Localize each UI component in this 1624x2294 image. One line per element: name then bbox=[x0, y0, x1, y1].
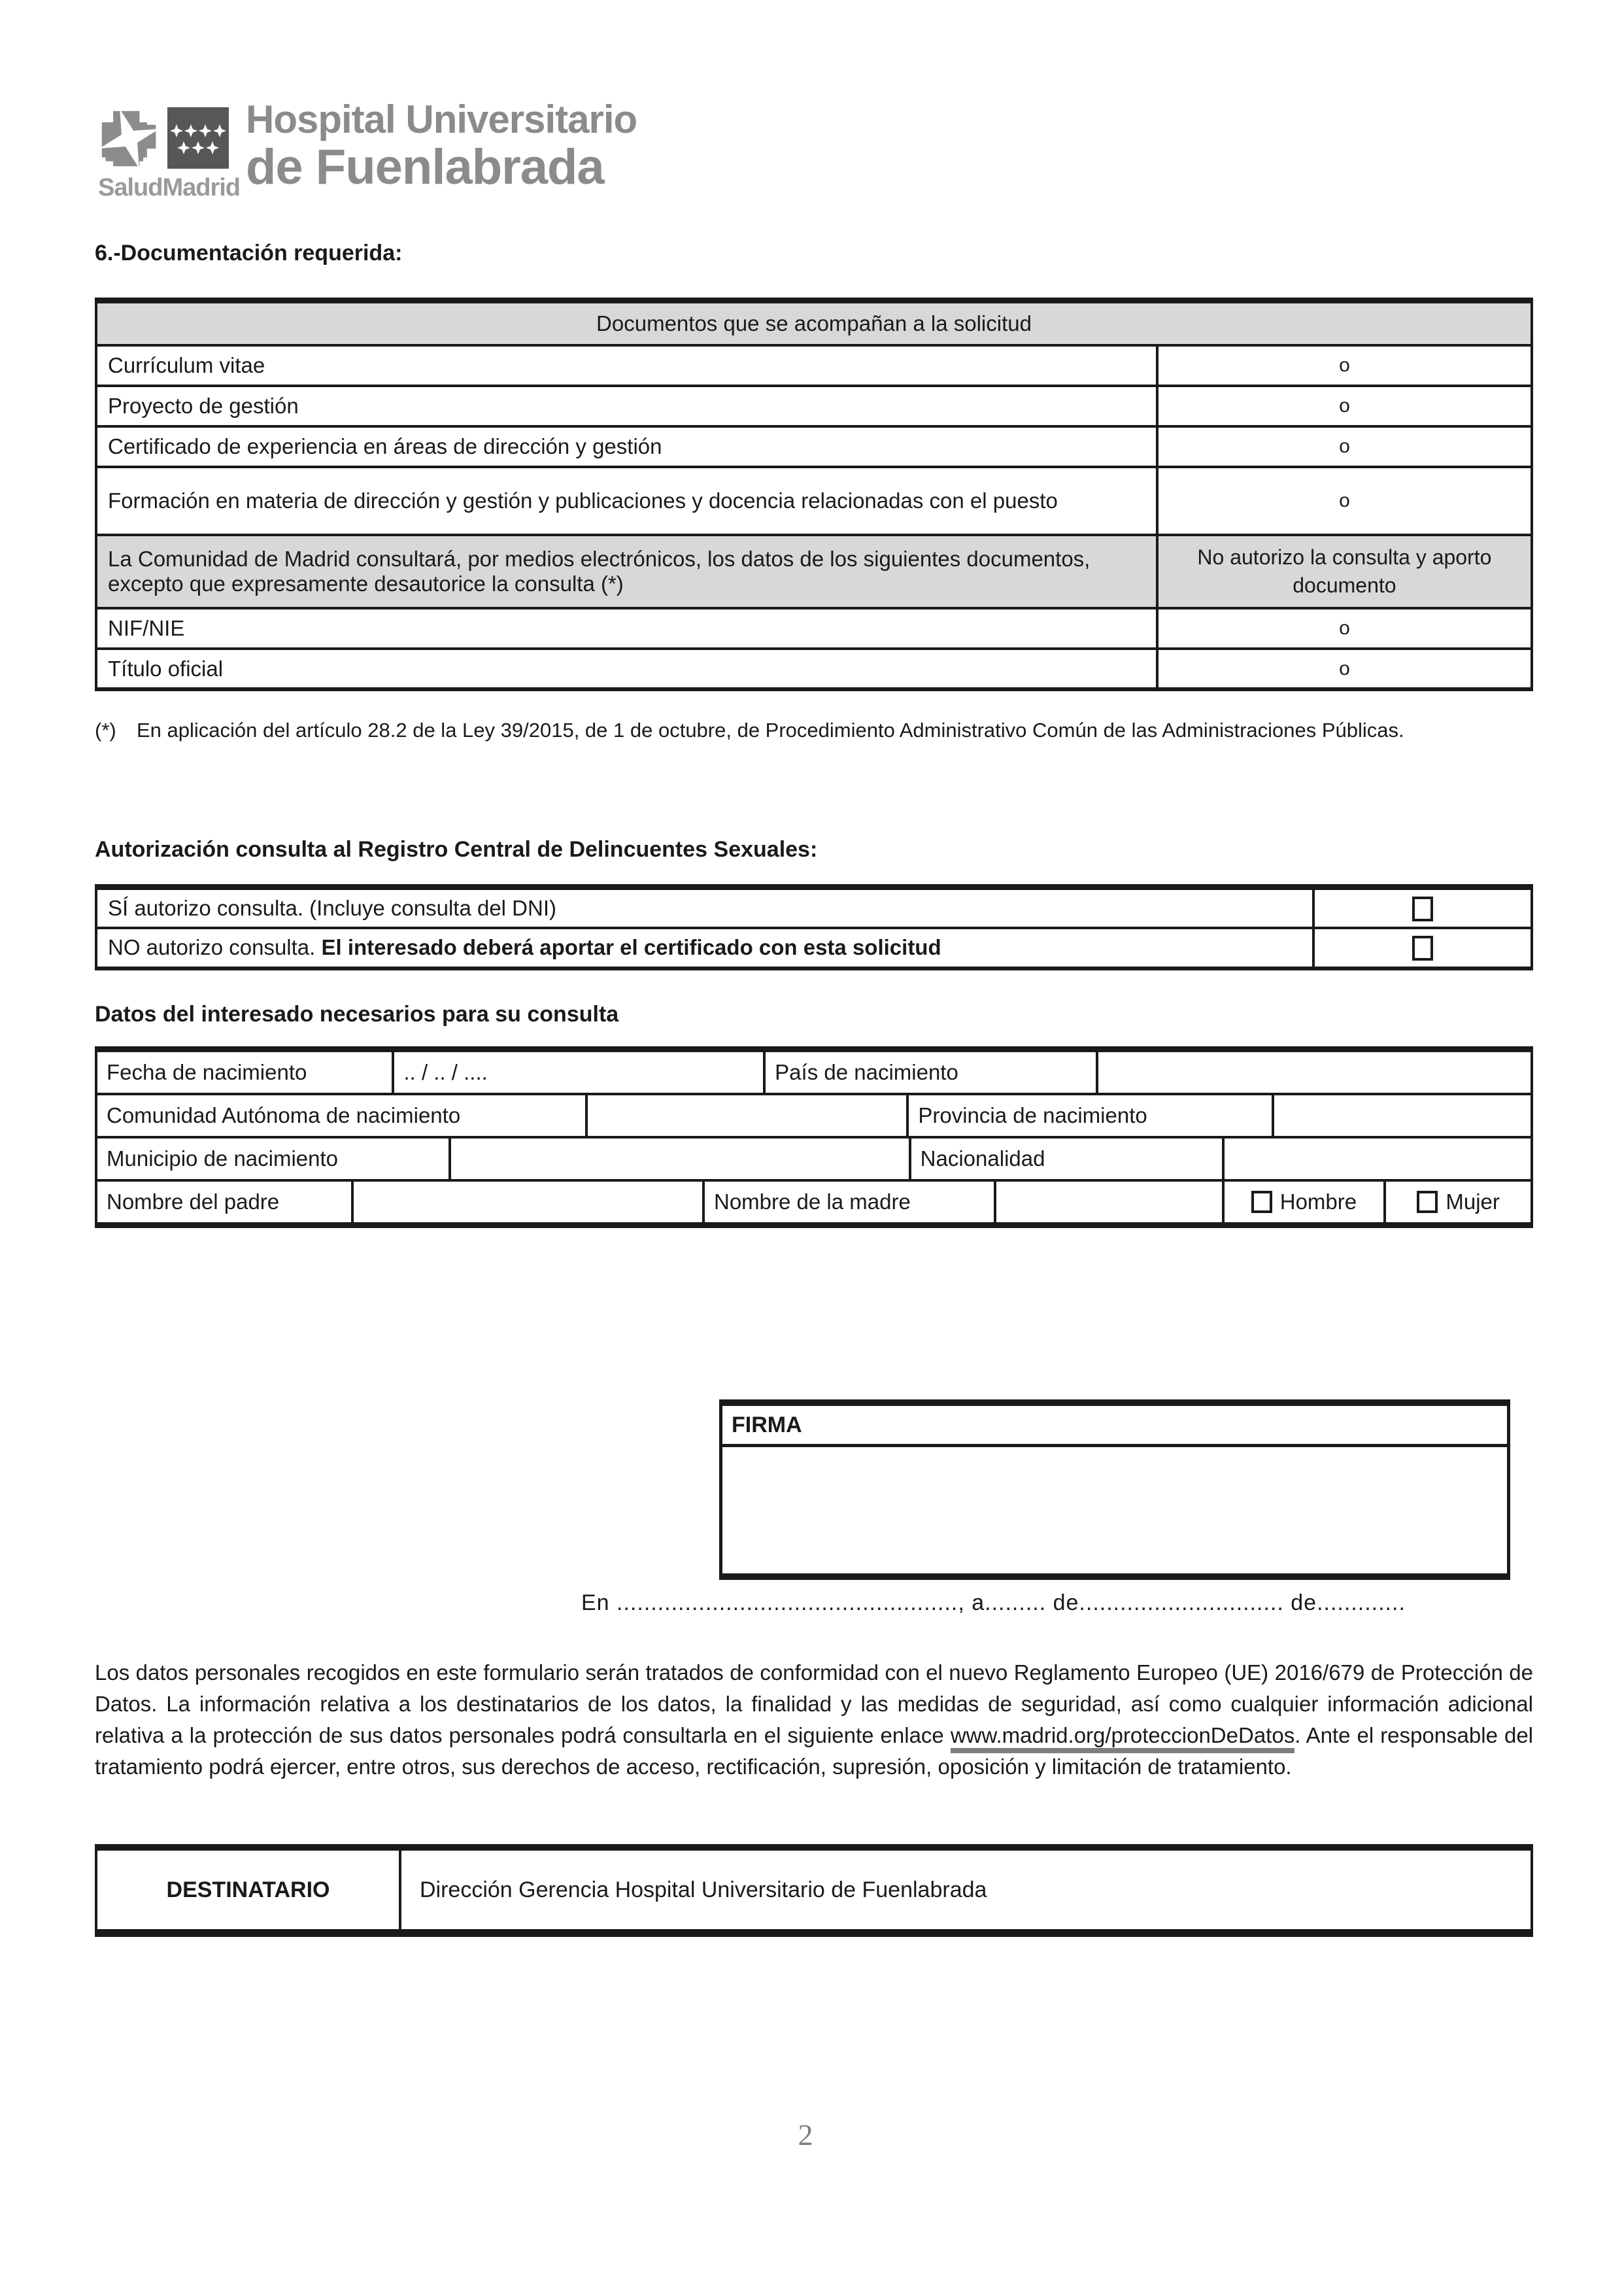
interested-data-table bbox=[95, 1046, 1533, 1228]
table-row bbox=[96, 467, 1532, 535]
sex-male-label: Hombre bbox=[1279, 1190, 1357, 1214]
sex-male-option bbox=[1222, 1182, 1384, 1222]
birthcountry-label: País de nacimiento bbox=[763, 1052, 1096, 1093]
table-row bbox=[96, 386, 1532, 426]
hospital-name-line2: de Fuenlabrada bbox=[246, 139, 604, 195]
table-row bbox=[96, 345, 1532, 386]
authorization-table bbox=[95, 884, 1533, 970]
document-label: Título oficial bbox=[96, 649, 1157, 689]
attach-mark: o bbox=[1157, 649, 1532, 689]
table-row-consulta-electronica bbox=[96, 535, 1532, 608]
documents-table bbox=[95, 298, 1533, 691]
table-row bbox=[97, 1179, 1531, 1222]
signature-box bbox=[719, 1399, 1510, 1580]
birthcity-label: Municipio de nacimiento bbox=[107, 1146, 339, 1171]
no-autorizo-note: No autorizo la consulta y aporto documento bbox=[1157, 535, 1532, 608]
document-label: La Comunidad de Madrid consultará, por medios electrónicos, los datos de los siguientes documentos, excepto que expresamente desautorice la consulta (*) bbox=[96, 535, 1157, 608]
privacy-paragraph bbox=[95, 1657, 1533, 1783]
checkbox-icon[interactable] bbox=[1417, 1191, 1438, 1213]
interested-data-heading: Datos del interesado necesarios para su consulta bbox=[95, 1002, 619, 1027]
table-row bbox=[96, 649, 1532, 689]
privacy-text-after: . Ante el responsable del tratamiento podrá ejercer, entre otros, sus derechos de acceso, rectificación, supresión, oposición y limitación de tratamiento. bbox=[95, 1723, 1534, 1779]
place-date-line: En .................................................., a......... de.............................. de............. bbox=[581, 1590, 1406, 1615]
documents-table-header: Documentos que se acompañan a la solicitud bbox=[96, 301, 1532, 346]
birthregion-label: Comunidad Autónoma de nacimiento bbox=[107, 1103, 461, 1127]
authorization-row-yes bbox=[96, 887, 1532, 928]
mother-name-label: Nombre de la madre bbox=[702, 1182, 994, 1222]
authorization-yes-text: SÍ autorizo consulta. (Incluye consulta del DNI) bbox=[108, 895, 556, 920]
checkbox-icon[interactable] bbox=[1251, 1191, 1272, 1213]
checkbox-icon[interactable] bbox=[1412, 897, 1433, 921]
saludmadrid-wordmark: SaludMadrid bbox=[98, 174, 241, 201]
nationality-label: Nacionalidad bbox=[909, 1138, 1222, 1179]
addressee-box bbox=[95, 1844, 1533, 1937]
attach-mark: o bbox=[1157, 345, 1532, 386]
table-row bbox=[96, 608, 1532, 649]
birthcountry-input[interactable] bbox=[1096, 1052, 1531, 1093]
sex-female-option bbox=[1383, 1182, 1531, 1222]
father-name-input[interactable] bbox=[351, 1182, 702, 1222]
saludmadrid-star-icon bbox=[97, 107, 162, 170]
nationality-input[interactable] bbox=[1222, 1138, 1531, 1179]
sex-female-label: Mujer bbox=[1446, 1190, 1500, 1214]
table-row bbox=[96, 426, 1532, 467]
hospital-name-line1: Hospital Universitario bbox=[246, 97, 637, 141]
authorization-no-bold: El interesado deberá aportar el certificado con esta solicitud bbox=[321, 935, 941, 959]
document-label: NIF/NIE bbox=[96, 608, 1157, 649]
logo bbox=[97, 97, 849, 214]
table-row bbox=[97, 1093, 1531, 1136]
attach-mark: o bbox=[1157, 467, 1532, 535]
mother-name-input[interactable] bbox=[994, 1182, 1222, 1222]
father-name-label: Nombre del padre bbox=[107, 1190, 280, 1214]
madrid-flag-icon bbox=[167, 107, 229, 169]
attach-mark: o bbox=[1157, 426, 1532, 467]
authorization-no-text: NO autorizo consulta. bbox=[108, 935, 322, 959]
birthcity-input[interactable] bbox=[448, 1138, 909, 1179]
birthregion-input[interactable] bbox=[585, 1095, 906, 1136]
footnote-marker: (*) bbox=[95, 719, 116, 742]
addressee-value: Dirección Gerencia Hospital Universitario de Fuenlabrada bbox=[420, 1877, 987, 1902]
table-row bbox=[97, 1136, 1531, 1179]
page-number: 2 bbox=[798, 2118, 813, 2151]
checkbox-icon[interactable] bbox=[1412, 936, 1433, 961]
footnote-text: En aplicación del artículo 28.2 de la Ley 39/2015, de 1 de octubre, de Procedimiento Administrativo Común de las Administraciones Públicas. bbox=[137, 719, 1404, 742]
table-row bbox=[97, 1052, 1531, 1093]
privacy-link[interactable]: www.madrid.org/proteccionDeDatos bbox=[951, 1723, 1294, 1753]
birthprovince-label: Provincia de nacimiento bbox=[906, 1095, 1272, 1136]
document-label: Currículum vitae bbox=[96, 345, 1157, 386]
section6-heading: 6.-Documentación requerida: bbox=[95, 241, 403, 265]
authorization-row-no bbox=[96, 928, 1532, 968]
signature-box-title: FIRMA bbox=[722, 1406, 1507, 1447]
hospital-wordmark bbox=[246, 98, 637, 194]
addressee-label: DESTINATARIO bbox=[97, 1851, 401, 1929]
document-label: Certificado de experiencia en áreas de dirección y gestión bbox=[96, 426, 1157, 467]
signature-area[interactable] bbox=[722, 1447, 1507, 1615]
attach-mark: o bbox=[1157, 608, 1532, 649]
document-label: Formación en materia de dirección y gestión y publicaciones y docencia relacionadas con el puesto bbox=[96, 467, 1157, 535]
authorization-heading: Autorización consulta al Registro Central de Delincuentes Sexuales: bbox=[95, 837, 818, 862]
document-label: Proyecto de gestión bbox=[96, 386, 1157, 426]
birthdate-label: Fecha de nacimiento bbox=[107, 1060, 307, 1084]
footnote bbox=[95, 714, 1533, 747]
birthprovince-input[interactable] bbox=[1272, 1095, 1531, 1136]
privacy-text-before: Los datos personales recogidos en este formulario serán tratados de conformidad con el nuevo Reglamento Europeo (UE) 2016/679 de Protección de Datos. La información relativa a los destinatarios de los datos, la finalidad y las medidas de seguridad, así como cualquier información adicional relativa a la protección de sus datos personales podrá consultarla en el siguiente enlace bbox=[95, 1660, 1533, 1747]
birthdate-input[interactable]: .. / .. / .... bbox=[392, 1052, 763, 1093]
attach-mark: o bbox=[1157, 386, 1532, 426]
